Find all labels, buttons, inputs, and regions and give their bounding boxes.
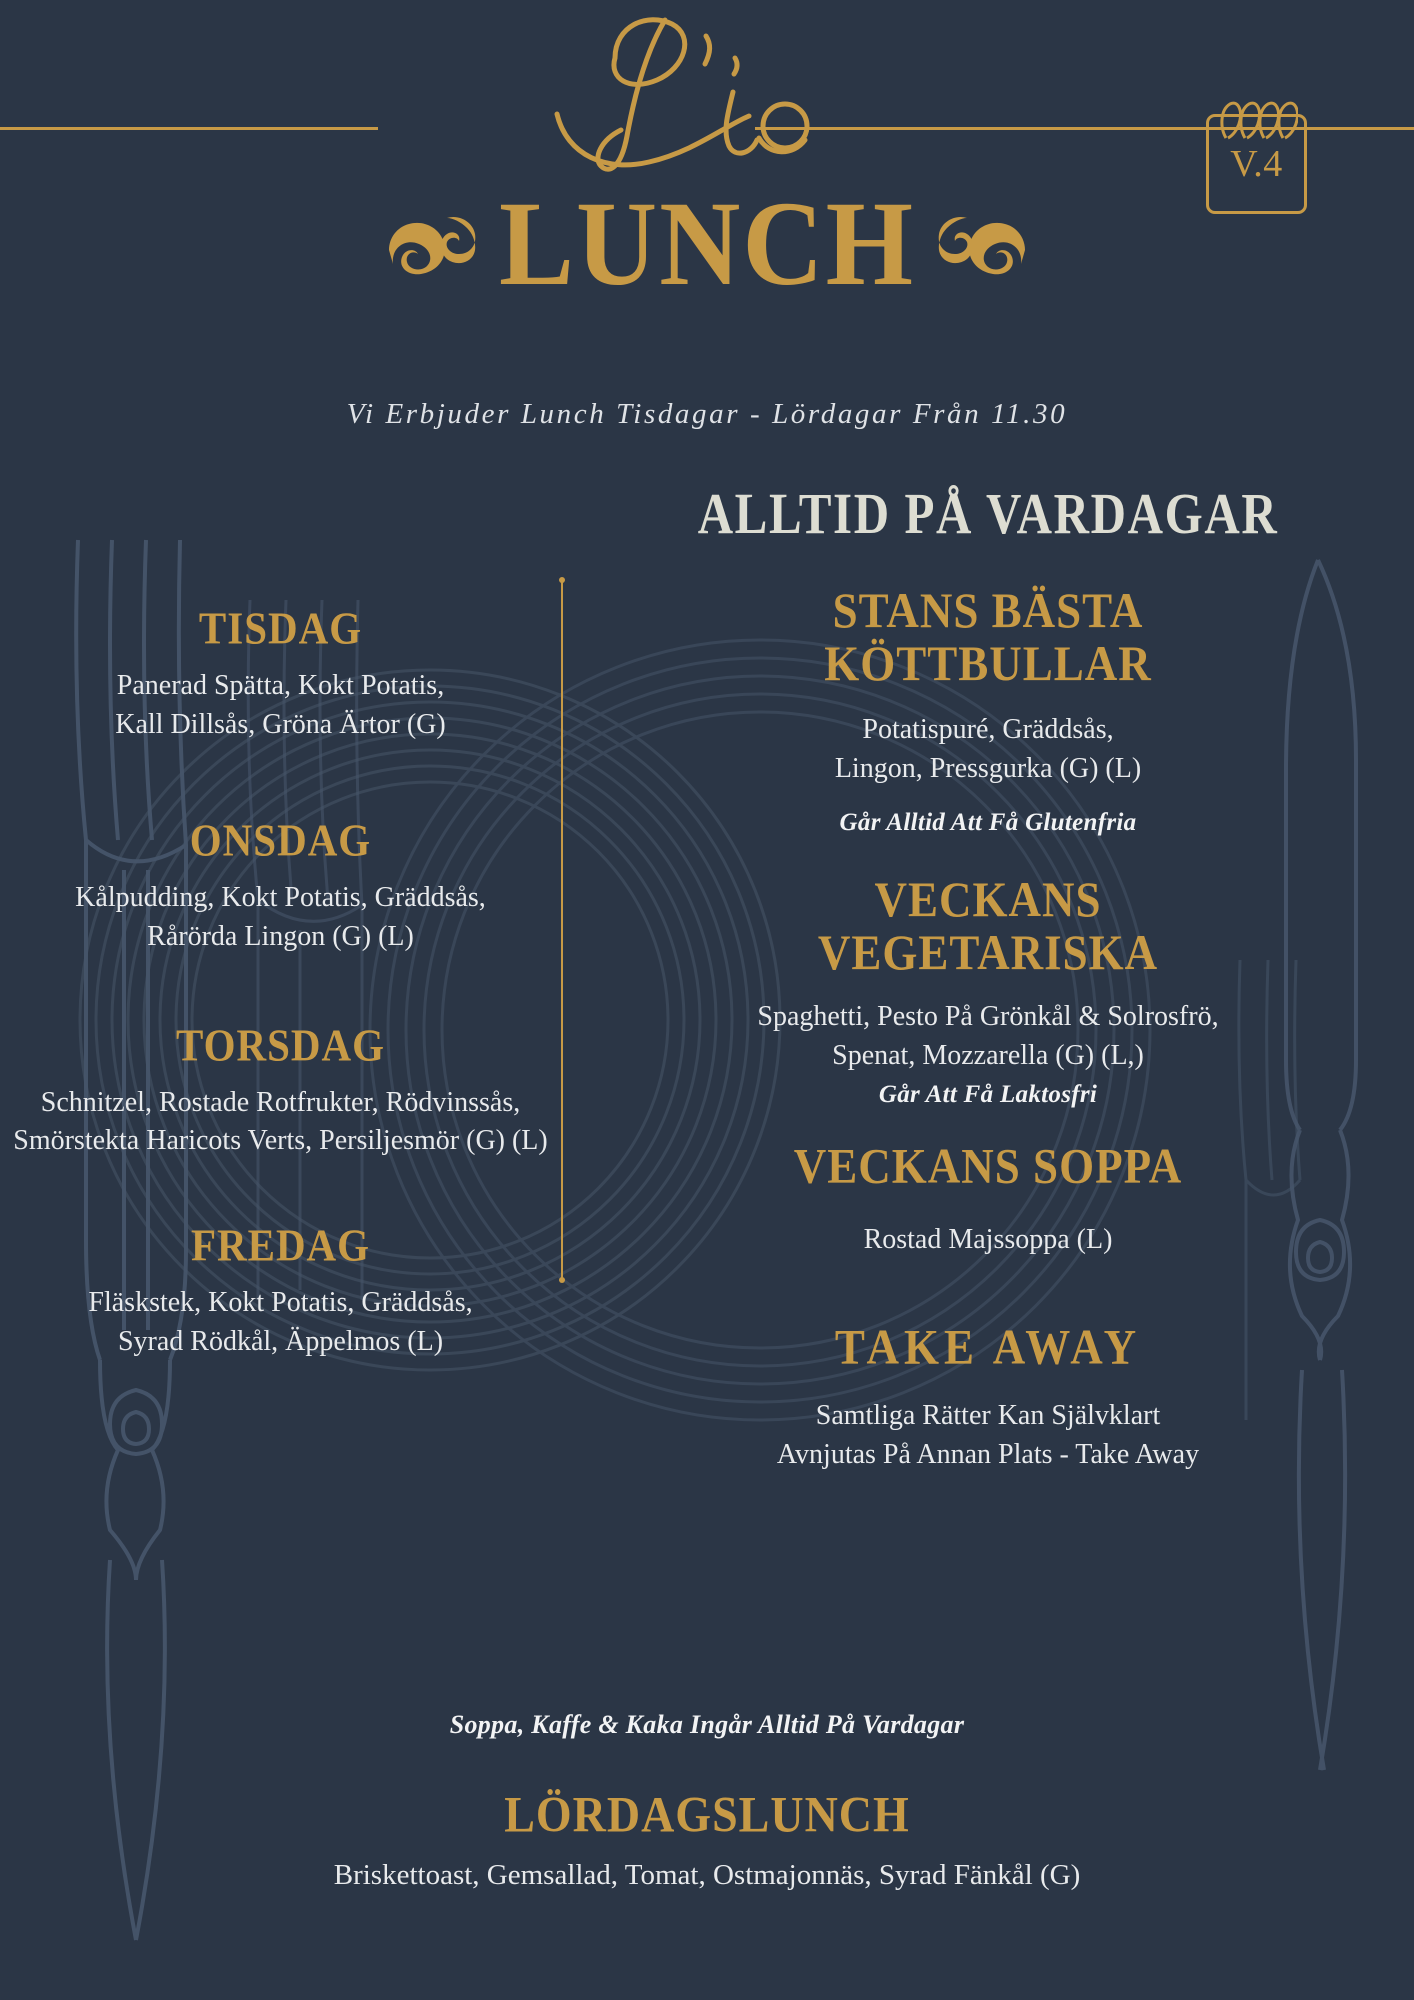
included-note: Soppa, Kaffe & Kaka Ingår Alltid På Vardagar bbox=[449, 1710, 965, 1739]
section-desc-line: Rostad Majssoppa (L) bbox=[863, 1223, 1113, 1255]
day-block bbox=[0, 1219, 561, 1361]
day-desc-line: Kall Dillsås, Gröna Ärtor (G) bbox=[115, 708, 446, 740]
section-title bbox=[562, 585, 1414, 690]
section-desc-line: Lingon, Pressgurka (G) (L) bbox=[834, 753, 1142, 784]
flourish-ornament-icon bbox=[385, 212, 477, 278]
lunch-title-row bbox=[0, 177, 1414, 312]
day-title: TISDAG bbox=[198, 602, 363, 654]
section-desc-line: Spaghetti, Pesto På Grönkål & Solrosfrö, bbox=[757, 1001, 1219, 1032]
day-block bbox=[0, 814, 561, 956]
section-title-line: STANS BÄSTA bbox=[832, 583, 1144, 639]
section-title bbox=[562, 1318, 1414, 1374]
week-number: V.4 bbox=[1230, 143, 1283, 185]
always-section bbox=[562, 1138, 1414, 1259]
section-desc-line: Potatispuré, Gräddsås, bbox=[862, 714, 1114, 746]
brand-logo bbox=[0, 6, 1414, 181]
section-title-line: VECKANS SOPPA bbox=[793, 1138, 1183, 1194]
saturday-lunch-desc: Briskettoast, Gemsallad, Tomat, Ostmajonnäs, Syrad Fänkål (G) bbox=[333, 1859, 1081, 1891]
page-title: LUNCH bbox=[498, 177, 916, 312]
day-title: ONSDAG bbox=[189, 814, 372, 866]
saturday-lunch-title: LÖRDAGSLUNCH bbox=[504, 1786, 910, 1843]
opening-hours-subtitle: Vi Erbjuder Lunch Tisdagar - Lördagar Från 11.30 bbox=[346, 398, 1068, 430]
weekday-banner: ALLTID PÅ VARDAGAR bbox=[697, 481, 1279, 547]
section-title-line: VECKANS bbox=[874, 871, 1102, 927]
section-title-line: TAKE AWAY bbox=[834, 1318, 1142, 1374]
section-title-line: KÖTTBULLAR bbox=[824, 635, 1152, 691]
always-section bbox=[562, 583, 1414, 837]
section-note: Går Att Få Laktosfri bbox=[878, 1081, 1098, 1109]
day-desc-line: Rårörda Lingon (G) (L) bbox=[147, 921, 414, 953]
script-logo-icon bbox=[497, 6, 917, 181]
always-column bbox=[562, 580, 1414, 1475]
section-note: Går Alltid Att Få Glutenfria bbox=[839, 808, 1137, 836]
day-block bbox=[0, 1019, 561, 1161]
flourish-ornament-icon bbox=[937, 212, 1029, 278]
always-section bbox=[562, 871, 1414, 1110]
weekday-column bbox=[0, 598, 561, 1361]
always-section bbox=[562, 1318, 1414, 1475]
section-desc-line: Samtliga Rätter Kan Självklart bbox=[815, 1400, 1161, 1432]
section-title bbox=[562, 871, 1414, 980]
section-desc-line: Spenat, Mozzarella (G) (L,) bbox=[832, 1039, 1144, 1071]
day-desc-line: Panerad Spätta, Kokt Potatis, bbox=[116, 670, 445, 702]
day-desc-line: Syrad Rödkål, Äppelmos (L) bbox=[117, 1325, 444, 1357]
day-desc-line: Fläskstek, Kokt Potatis, Gräddsås, bbox=[88, 1287, 473, 1319]
day-desc-line: Schnitzel, Rostade Rotfrukter, Rödvinssås, bbox=[40, 1086, 521, 1118]
section-title bbox=[562, 1138, 1414, 1194]
day-desc-line: Smörstekta Haricots Verts, Persiljesmör (G) (L) bbox=[13, 1125, 548, 1157]
day-desc-line: Kålpudding, Kokt Potatis, Gräddsås, bbox=[75, 882, 486, 914]
day-title: FREDAG bbox=[190, 1219, 371, 1271]
menu-header bbox=[0, 0, 1414, 470]
day-title: TORSDAG bbox=[175, 1019, 386, 1070]
menu-footer bbox=[0, 1710, 1414, 1892]
section-title-line: VEGETARISKA bbox=[817, 924, 1159, 980]
day-block bbox=[0, 602, 561, 744]
section-desc-line: Avnjutas På Annan Plats - Take Away bbox=[776, 1438, 1200, 1470]
